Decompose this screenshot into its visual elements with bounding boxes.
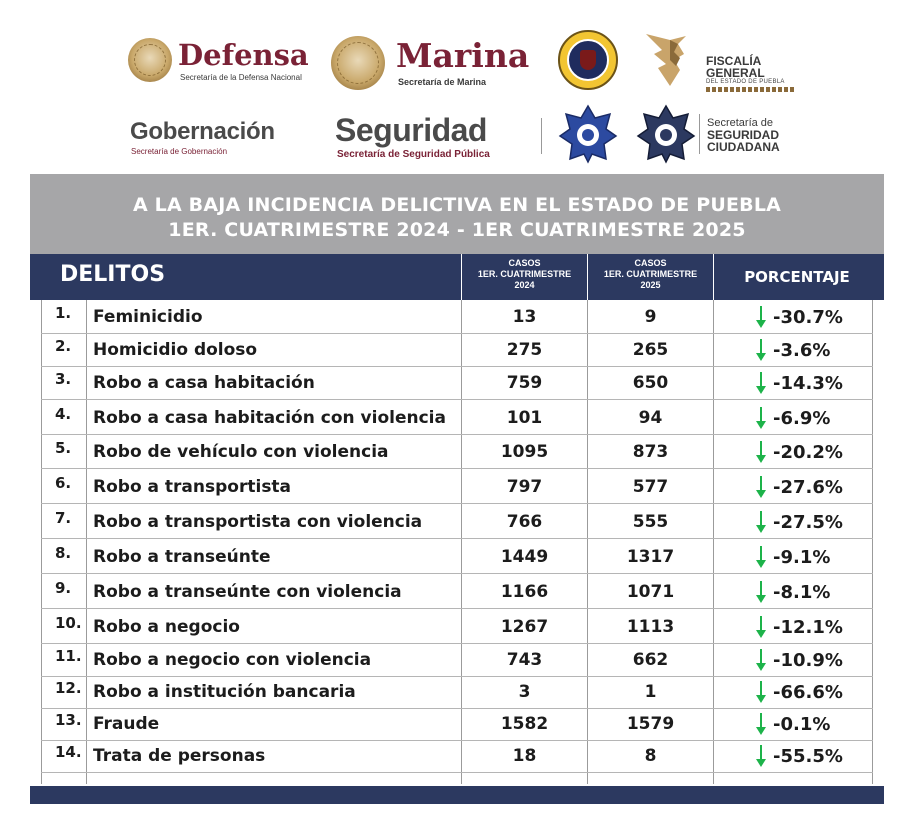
- cases-2025: 265: [632, 340, 669, 360]
- down-arrow-icon: [755, 306, 767, 328]
- crime-name: Robo a negocio: [93, 617, 240, 637]
- header-casos-2024: CASOS 1ER. CUATRIMESTRE 2024: [477, 258, 572, 290]
- cases-2024: 1166: [500, 582, 549, 602]
- table-row: [41, 300, 873, 334]
- percentage-change: -27.6%: [773, 477, 843, 498]
- percentage-change: -6.9%: [773, 408, 831, 429]
- row-number: 8.: [55, 544, 72, 562]
- down-arrow-icon: [755, 546, 767, 568]
- cases-2025: 1113: [626, 617, 675, 637]
- table-row: [41, 610, 873, 644]
- percentage-change: -20.2%: [773, 442, 843, 463]
- percentage-change: -66.6%: [773, 682, 843, 703]
- gobernacion-logo-subtitle: Secretaría de Gobernación: [131, 147, 228, 156]
- cases-2025: 1: [644, 682, 657, 702]
- ssc-title: SEGURIDAD CIUDADANA: [707, 128, 780, 154]
- crime-name: Robo a transeúnte: [93, 547, 271, 567]
- cases-2025: 873: [632, 442, 669, 462]
- table-row: [41, 675, 873, 709]
- cases-2024: 13: [512, 307, 537, 327]
- crime-name: Robo a transportista: [93, 477, 292, 497]
- down-arrow-icon: [755, 407, 767, 429]
- down-arrow-icon: [755, 616, 767, 638]
- header-delitos: DELITOS: [60, 262, 166, 287]
- down-arrow-icon: [755, 745, 767, 767]
- percentage-change: -12.1%: [773, 617, 843, 638]
- cases-2025: 1071: [626, 582, 675, 602]
- cases-2024: 797: [506, 477, 543, 497]
- row-number: 1.: [55, 304, 72, 322]
- percentage-change: -8.1%: [773, 582, 831, 603]
- table-row: [41, 470, 873, 504]
- naval-emblem-icon: [558, 30, 618, 90]
- percentage-change: -14.3%: [773, 373, 843, 394]
- cases-2024: 1267: [500, 617, 549, 637]
- crime-name: Robo a transportista con violencia: [93, 512, 423, 532]
- row-number: 14.: [55, 743, 82, 761]
- down-arrow-icon: [755, 476, 767, 498]
- seguridad-logo-text: Seguridad: [335, 112, 487, 148]
- row-number: 12.: [55, 679, 82, 697]
- table-row: [41, 333, 873, 367]
- percentage-change: -27.5%: [773, 512, 843, 533]
- crime-name: Trata de personas: [93, 746, 266, 766]
- table-row: [41, 643, 873, 677]
- crime-name: Feminicidio: [93, 307, 203, 327]
- table-row: [41, 707, 873, 741]
- cases-2024: 1449: [500, 547, 549, 567]
- crime-name: Homicidio doloso: [93, 340, 258, 360]
- cases-2024: 743: [506, 650, 543, 670]
- ssc-badge-icon: [636, 104, 696, 164]
- row-number: 13.: [55, 711, 82, 729]
- percentage-change: -30.7%: [773, 307, 843, 328]
- cases-2024: 101: [506, 408, 543, 428]
- cases-2025: 94: [638, 408, 663, 428]
- down-arrow-icon: [755, 511, 767, 533]
- table-header: [30, 254, 884, 300]
- title-line-2: 1ER. CUATRIMESTRE 2024 - 1ER CUATRIMESTRE 2025: [168, 219, 746, 241]
- defensa-logo-text: Defensa: [178, 38, 309, 72]
- crime-name: Robo a casa habitación: [93, 373, 315, 393]
- cases-2024: 18: [512, 746, 537, 766]
- cases-2024: 275: [506, 340, 543, 360]
- percentage-change: -3.6%: [773, 340, 831, 361]
- cases-2025: 555: [632, 512, 669, 532]
- row-number: 7.: [55, 509, 72, 527]
- down-arrow-icon: [755, 713, 767, 735]
- cases-2024: 1582: [500, 714, 549, 734]
- down-arrow-icon: [755, 339, 767, 361]
- logo-divider: [541, 118, 542, 154]
- crime-name: Fraude: [93, 714, 160, 734]
- ssc-line1: Secretaría de: [707, 117, 774, 129]
- table-row: [41, 739, 873, 773]
- cases-2025: 577: [632, 477, 669, 497]
- down-arrow-icon: [755, 581, 767, 603]
- down-arrow-icon: [755, 372, 767, 394]
- defensa-seal-icon: [128, 38, 172, 82]
- cases-2025: 1317: [626, 547, 675, 567]
- row-number: 10.: [55, 614, 82, 632]
- cases-2025: 8: [644, 746, 657, 766]
- ssc-divider: [699, 114, 700, 154]
- crime-name: Robo a transeúnte con violencia: [93, 582, 402, 602]
- table-row: [41, 540, 873, 574]
- marina-logo-subtitle: Secretaría de Marina: [398, 77, 487, 87]
- gobernacion-logo-text: Gobernación: [130, 118, 275, 145]
- header-casos-2025: CASOS 1ER. CUATRIMESTRE 2025: [603, 258, 698, 290]
- cases-2024: 766: [506, 512, 543, 532]
- crime-name: Robo de vehículo con violencia: [93, 442, 389, 462]
- row-number: 11.: [55, 647, 82, 665]
- seguridad-logo-subtitle: Secretaría de Seguridad Pública: [337, 149, 490, 160]
- bottom-bar: [30, 786, 884, 804]
- row-number: 3.: [55, 370, 72, 388]
- row-number: 2.: [55, 337, 72, 355]
- down-arrow-icon: [755, 649, 767, 671]
- fiscalia-figure-icon: [640, 30, 698, 92]
- table-row: [41, 401, 873, 435]
- table-row: [41, 366, 873, 400]
- cases-2024: 3: [518, 682, 531, 702]
- down-arrow-icon: [755, 441, 767, 463]
- percentage-change: -55.5%: [773, 746, 843, 767]
- defensa-logo-subtitle: Secretaría de la Defensa Nacional: [180, 73, 302, 82]
- percentage-change: -0.1%: [773, 714, 831, 735]
- crime-name: Robo a negocio con violencia: [93, 650, 372, 670]
- police-badge-icon: [558, 104, 618, 164]
- row-number: 5.: [55, 439, 72, 457]
- cases-2025: 662: [632, 650, 669, 670]
- table-row: [41, 575, 873, 609]
- row-number: 9.: [55, 579, 72, 597]
- down-arrow-icon: [755, 681, 767, 703]
- crime-table: [41, 300, 873, 784]
- marina-logo-text: Marina: [396, 36, 530, 75]
- header-porcentaje: PORCENTAJE: [744, 268, 850, 286]
- cases-2025: 650: [632, 373, 669, 393]
- title-line-1: A LA BAJA INCIDENCIA DELICTIVA EN EL ESTADO DE PUEBLA: [132, 194, 782, 216]
- marina-seal-icon: [331, 36, 385, 90]
- row-number: 4.: [55, 405, 72, 423]
- table-row: [41, 435, 873, 469]
- cases-2024: 759: [506, 373, 543, 393]
- cases-2025: 9: [644, 307, 657, 327]
- crime-name: Robo a casa habitación con violencia: [93, 408, 446, 428]
- title-band: [30, 174, 884, 254]
- row-number: 6.: [55, 474, 72, 492]
- fiscalia-subtitle: DEL ESTADO DE PUEBLA: [706, 79, 785, 85]
- percentage-change: -10.9%: [773, 650, 843, 671]
- cases-2024: 1095: [500, 442, 549, 462]
- percentage-change: -9.1%: [773, 547, 831, 568]
- crime-name: Robo a institución bancaria: [93, 682, 356, 702]
- cases-2025: 1579: [626, 714, 675, 734]
- fiscalia-title: FISCALÍA GENERAL: [706, 54, 765, 80]
- fiscalia-pattern: [706, 87, 794, 92]
- table-row: [41, 505, 873, 539]
